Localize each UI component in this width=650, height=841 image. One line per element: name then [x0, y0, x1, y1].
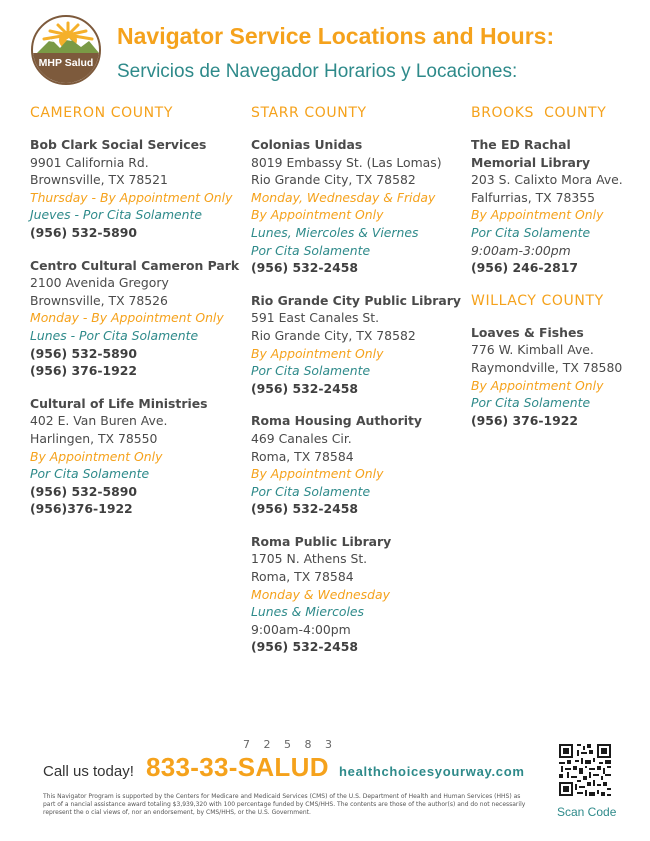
address-line: Harlingen, TX 78550: [30, 430, 158, 446]
location-name: Centro Cultural Cameron Park: [30, 257, 240, 273]
schedule-english: Monday, Wednesday & Friday: [251, 189, 436, 205]
location-card: [251, 533, 461, 656]
schedule-english: Thursday - By Appointment Only: [30, 189, 233, 205]
address-line: Brownsville, TX 78526: [30, 292, 168, 308]
location-card: [251, 136, 461, 277]
address-line: 402 E. Van Buren Ave.: [30, 413, 168, 429]
location-card: [251, 412, 461, 518]
location-card: [471, 324, 641, 430]
address-line: Rio Grande City, TX 78582: [251, 327, 416, 343]
phone-number[interactable]: (956)376-1922: [30, 501, 133, 517]
location-card: [251, 292, 461, 398]
location-name: Bob Clark Social Services: [30, 137, 207, 152]
hotline-phone[interactable]: 833-33-SALUD: [146, 752, 329, 782]
page-subtitle: Servicios de Navegador Horarios y Locaciones:: [117, 61, 518, 82]
qr-code[interactable]: [559, 744, 611, 796]
schedule-english: By Appointment Only: [251, 207, 384, 223]
column-cameron: [30, 104, 240, 533]
location-card: [471, 136, 641, 277]
website-link[interactable]: healthchoicesyourway.com: [339, 764, 525, 779]
address-line: 2100 Avenida Gregory: [30, 275, 169, 291]
county-heading: CAMERON COUNTY: [30, 105, 173, 121]
schedule-english: By Appointment Only: [30, 448, 163, 464]
county-heading: BROOKS COUNTY: [471, 105, 607, 121]
schedule-english: By Appointment Only: [251, 466, 384, 482]
qr-code-icon: [559, 744, 611, 796]
phone-number[interactable]: (956) 532-5890: [30, 345, 137, 361]
page-title: Navigator Service Locations and Hours:: [117, 23, 555, 49]
column-starr: [251, 104, 461, 671]
schedule-english: By Appointment Only: [251, 345, 384, 361]
phone-number[interactable]: (956) 532-5890: [30, 483, 137, 499]
schedule-spanish: Jueves - Por Cita Solamente: [30, 207, 202, 223]
address-line: Roma, TX 78584: [251, 569, 354, 585]
schedule-english: By Appointment Only: [471, 207, 604, 223]
schedule-spanish: Lunes & Miercoles: [251, 604, 364, 620]
location-name: Roma Public Library: [251, 533, 392, 549]
address-line: 8019 Embassy St. (Las Lomas): [251, 154, 442, 170]
location-name: Rio Grande City Public Library: [251, 292, 461, 308]
address-line: 776 W. Kimball Ave.: [471, 342, 594, 358]
schedule-spanish: Lunes - Por Cita Solamente: [30, 327, 199, 343]
phone-number[interactable]: (956) 532-2458: [251, 380, 358, 396]
schedule-english: By Appointment Only: [471, 377, 604, 393]
hours: 9:00am-4:00pm: [251, 621, 351, 637]
address-line: Roma, TX 78584: [251, 448, 354, 464]
address-line: Raymondville, TX 78580: [471, 359, 623, 375]
address-line: 1705 N. Athens St.: [251, 551, 368, 567]
address-line: 203 S. Calixto Mora Ave.: [471, 172, 623, 188]
address-line: 591 East Canales St.: [251, 310, 380, 326]
schedule-spanish: Por Cita Solamente: [251, 242, 371, 258]
address-line: 469 Canales Cir.: [251, 430, 352, 446]
funding-disclaimer: This Navigator Program is supported by the Centers for Medicare and Medicaid Services (CMS) of the U.S. Department of Health and Human Services (HHS) as part of a nancial assistance award totaling $3,939,320 with 100 percentage funded by CMS/HHS. The contents are those of the author(s) and do not necessarily represent the o cial views of, nor an endorsement, by CMS/HHS, or the U.S. Government.: [43, 793, 526, 816]
county-heading: WILLACY COUNTY: [471, 292, 604, 309]
call-label: Call us today!: [43, 763, 134, 780]
schedule-spanish: Por Cita Solamente: [251, 483, 371, 499]
location-name: The ED Rachal: [471, 137, 571, 152]
location-name: Roma Housing Authority: [251, 413, 422, 429]
schedule-spanish: Por Cita Solamente: [471, 395, 591, 411]
location-card: [30, 395, 240, 518]
location-name: Cultural of Life Ministries: [30, 395, 208, 411]
location-name: Colonias Unidas: [251, 137, 363, 152]
logo-text: MHP Salud: [38, 57, 94, 69]
schedule-spanish: Lunes, Miercoles & Viernes: [251, 224, 419, 240]
location-card: [30, 257, 240, 380]
sun-mountain-icon: [33, 17, 101, 85]
location-name: Loaves & Fishes: [471, 324, 584, 340]
phone-number[interactable]: (956) 532-2458: [251, 501, 358, 517]
phone-number[interactable]: (956) 376-1922: [30, 363, 137, 379]
hours: 9:00am-3:00pm: [471, 242, 571, 258]
mhp-salud-logo: [31, 15, 101, 85]
scan-code-label: Scan Code: [557, 805, 617, 819]
phone-number[interactable]: (956) 246-2817: [471, 260, 578, 276]
county-heading: STARR COUNTY: [251, 105, 367, 121]
location-card: [30, 136, 240, 242]
schedule-spanish: Por Cita Solamente: [30, 466, 150, 482]
phone-number[interactable]: (956) 532-2458: [251, 260, 358, 276]
location-name: Memorial Library: [471, 154, 591, 170]
keypad-digits: 7 2 5 8 3: [243, 738, 337, 751]
phone-number[interactable]: (956) 532-5890: [30, 224, 137, 240]
schedule-spanish: Por Cita Solamente: [471, 224, 591, 240]
address-line: Rio Grande City, TX 78582: [251, 172, 416, 188]
address-line: 9901 California Rd.: [30, 154, 149, 170]
schedule-english: Monday & Wednesday: [251, 586, 390, 602]
schedule-spanish: Por Cita Solamente: [251, 363, 371, 379]
phone-number[interactable]: (956) 532-2458: [251, 639, 358, 655]
phone-number[interactable]: (956) 376-1922: [471, 412, 578, 428]
address-line: Brownsville, TX 78521: [30, 172, 168, 188]
column-brooks-willacy: [471, 104, 641, 444]
schedule-english: Monday - By Appointment Only: [30, 310, 224, 326]
address-line: Falfurrias, TX 78355: [471, 189, 595, 205]
